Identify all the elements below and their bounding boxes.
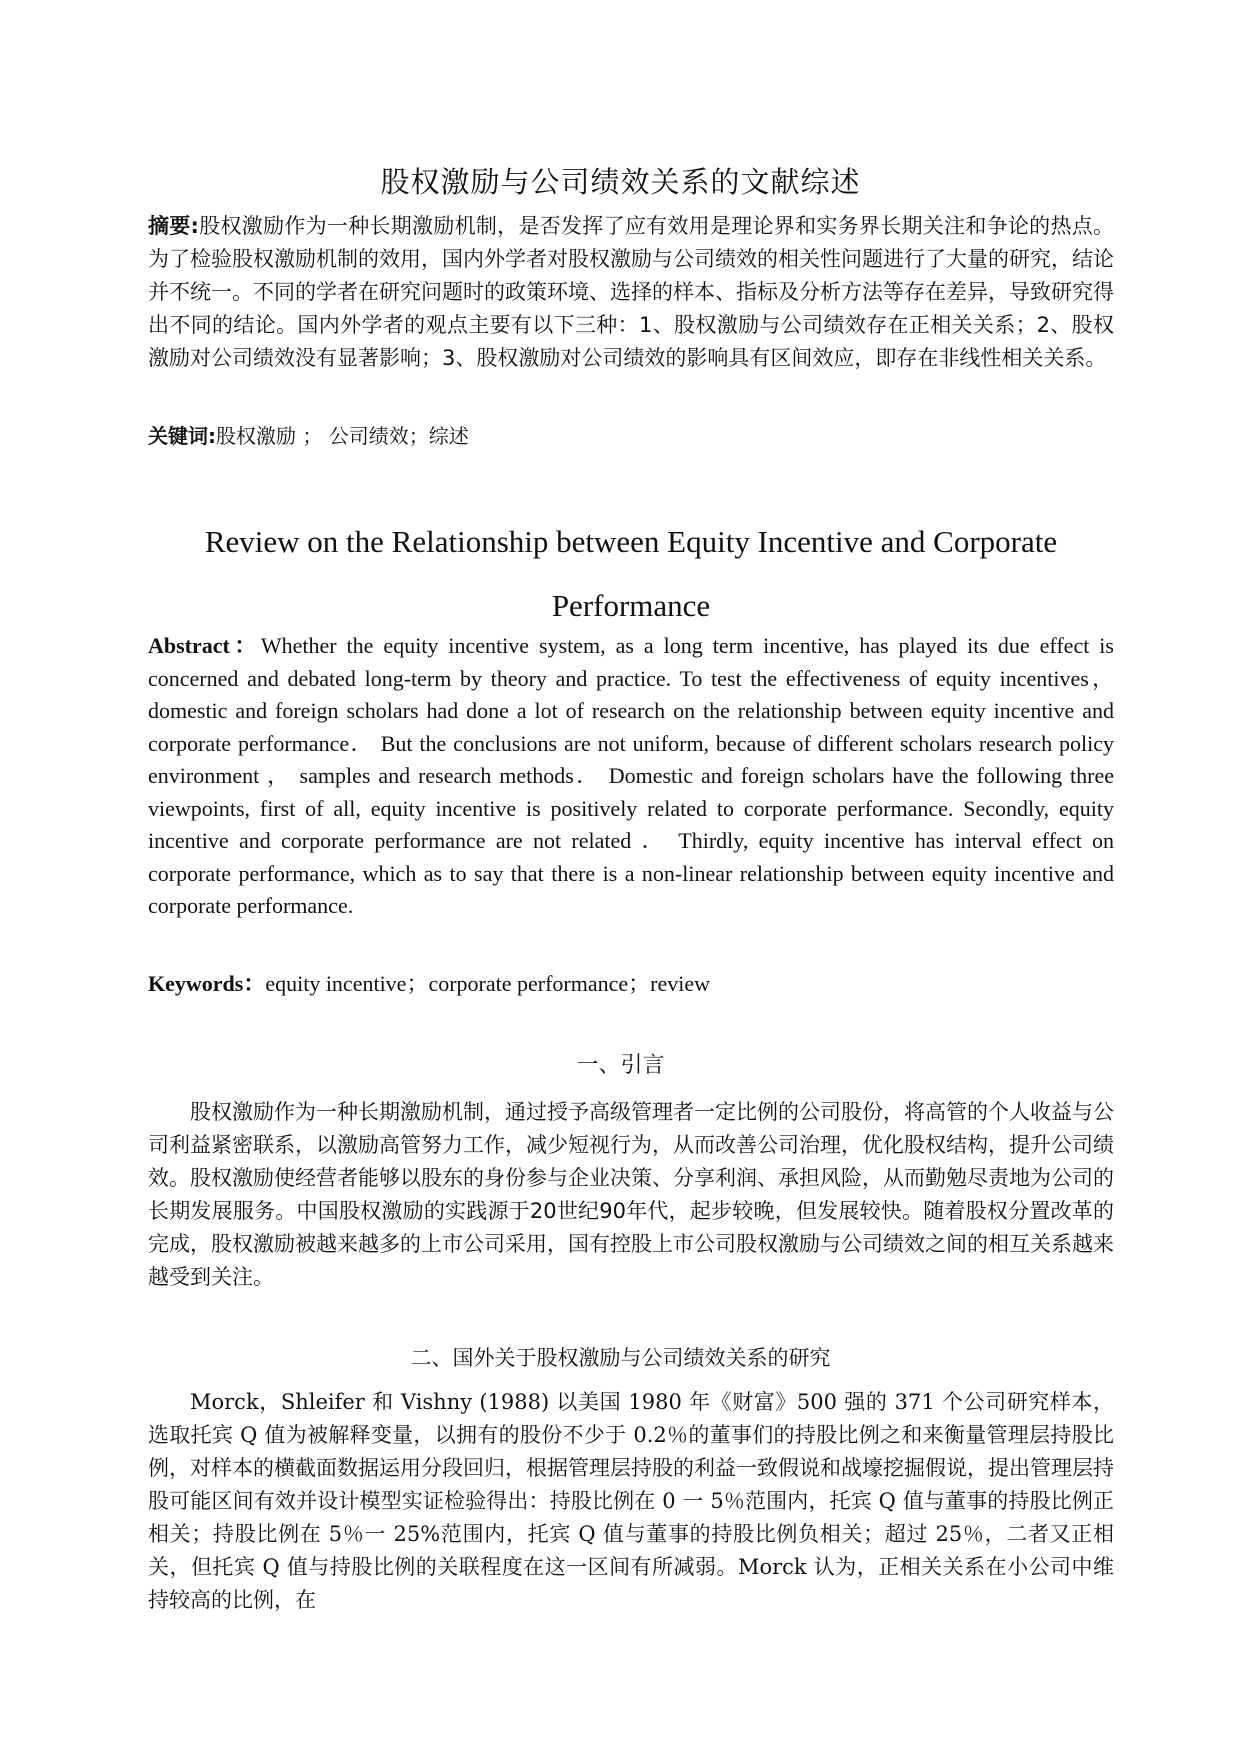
english-title-line2: Performance: [551, 588, 711, 623]
english-abstract-label: Abstract：: [148, 633, 261, 658]
english-abstract-text: Whether the equity incentive system, as a long term incentive, has played its due effect is concerned and debated long-term by theory and practice. To test the effectiveness of equity incentives， domestic and foreign scholars had done a lot of research on the relationship between equity incentive and corporate performance． But the conclusions are not uniform, because of different scholars research policy environment ， samples and research methods． Domestic and foreign scholars have the following three viewpoints, first of all, equity incentive is positively related to corporate performance. Secondly, equity incentive and corporate performance are not related ． Thirdly, equity incentive has interval effect on corporate performance, which as to say that there is a non-linear relationship between equity incentive and corporate performance.: [148, 633, 1114, 918]
chinese-abstract-label: 摘要:: [148, 214, 199, 238]
english-keywords-text: equity incentive；corporate performance；review: [265, 971, 711, 996]
chinese-title: 股权激励与公司绩效关系的文献综述: [380, 165, 861, 199]
chinese-keywords: [148, 420, 1114, 453]
chinese-abstract: [148, 210, 1114, 375]
chinese-keywords-text: 股权激励 ； 公司绩效；综述: [216, 424, 469, 448]
chinese-keywords-label: 关键词:: [148, 424, 216, 448]
section2-heading: 二、国外关于股权激励与公司绩效关系的研究: [410, 1346, 831, 1370]
english-title-line1: Review on the Relationship between Equity Incentive and Corporate: [204, 524, 1058, 559]
section1-paragraph: 股权激励作为一种长期激励机制，通过授予高级管理者一定比例的公司股份，将高管的个人收益与公司利益紧密联系，以激励高管努力工作，减少短视行为，从而改善公司治理，优化股权结构，提升公司绩效。股权激励使经营者能够以股东的身份参与企业决策、分享利润、承担风险，从而勤勉尽责地为公司的长期发展服务。中国股权激励的实践源于20世纪90年代，起步较晚，但发展较快。随着股权分置改革的完成，股权激励被越来越多的上市公司采用，国有控股上市公司股权激励与公司绩效之间的相互关系越来越受到关注。: [148, 1100, 1114, 1289]
english-abstract: [148, 630, 1114, 923]
chinese-abstract-text: 股权激励作为一种长期激励机制，是否发挥了应有效用是理论界和实务界长期关注和争论的热点。为了检验股权激励机制的效用，国内外学者对股权激励与公司绩效的相关性问题进行了大量的研究，结论并不统一。不同的学者在研究问题时的政策环境、选择的样本、指标及分析方法等存在差异，导致研究得出不同的结论。国内外学者的观点主要有以下三种：1、股权激励与公司绩效存在正相关关系；2、股权激励对公司绩效没有显著影响；3、股权激励对公司绩效的影响具有区间效应，即存在非线性相关关系。: [148, 214, 1114, 370]
section1-heading: 一、引言: [576, 1053, 665, 1078]
english-title: [148, 510, 1114, 638]
english-keywords-label: Keywords：: [148, 971, 266, 996]
section2-paragraph: Morck，Shleifer 和 Vishny (1988) 以美国 1980 年《财富》500 强的 371 个公司研究样本，选取托宾 Q 值为被解释变量，以拥有的股份不少于 0.2％的董事们的持股比例之和来衡量管理层持股比例，对样本的横截面数据运用分段回归，根据管理层持股的利益一致假说和战壕挖掘假说，提出管理层持股可能区间有效并设计模型实证检验得出：持股比例在 0 一 5％范围内，托宾 Q 值与董事的持股比例正相关；持股比例在 5％一 25%范围内，托宾 Q 值与董事的持股比例负相关；超过 25％，二者又正相关，但托宾 Q 值与持股比例的关联程度在这一区间有所减弱。Morck 认为，正相关关系在小公司中维持较高的比例，在: [148, 1390, 1114, 1612]
english-keywords: [148, 968, 1114, 1000]
